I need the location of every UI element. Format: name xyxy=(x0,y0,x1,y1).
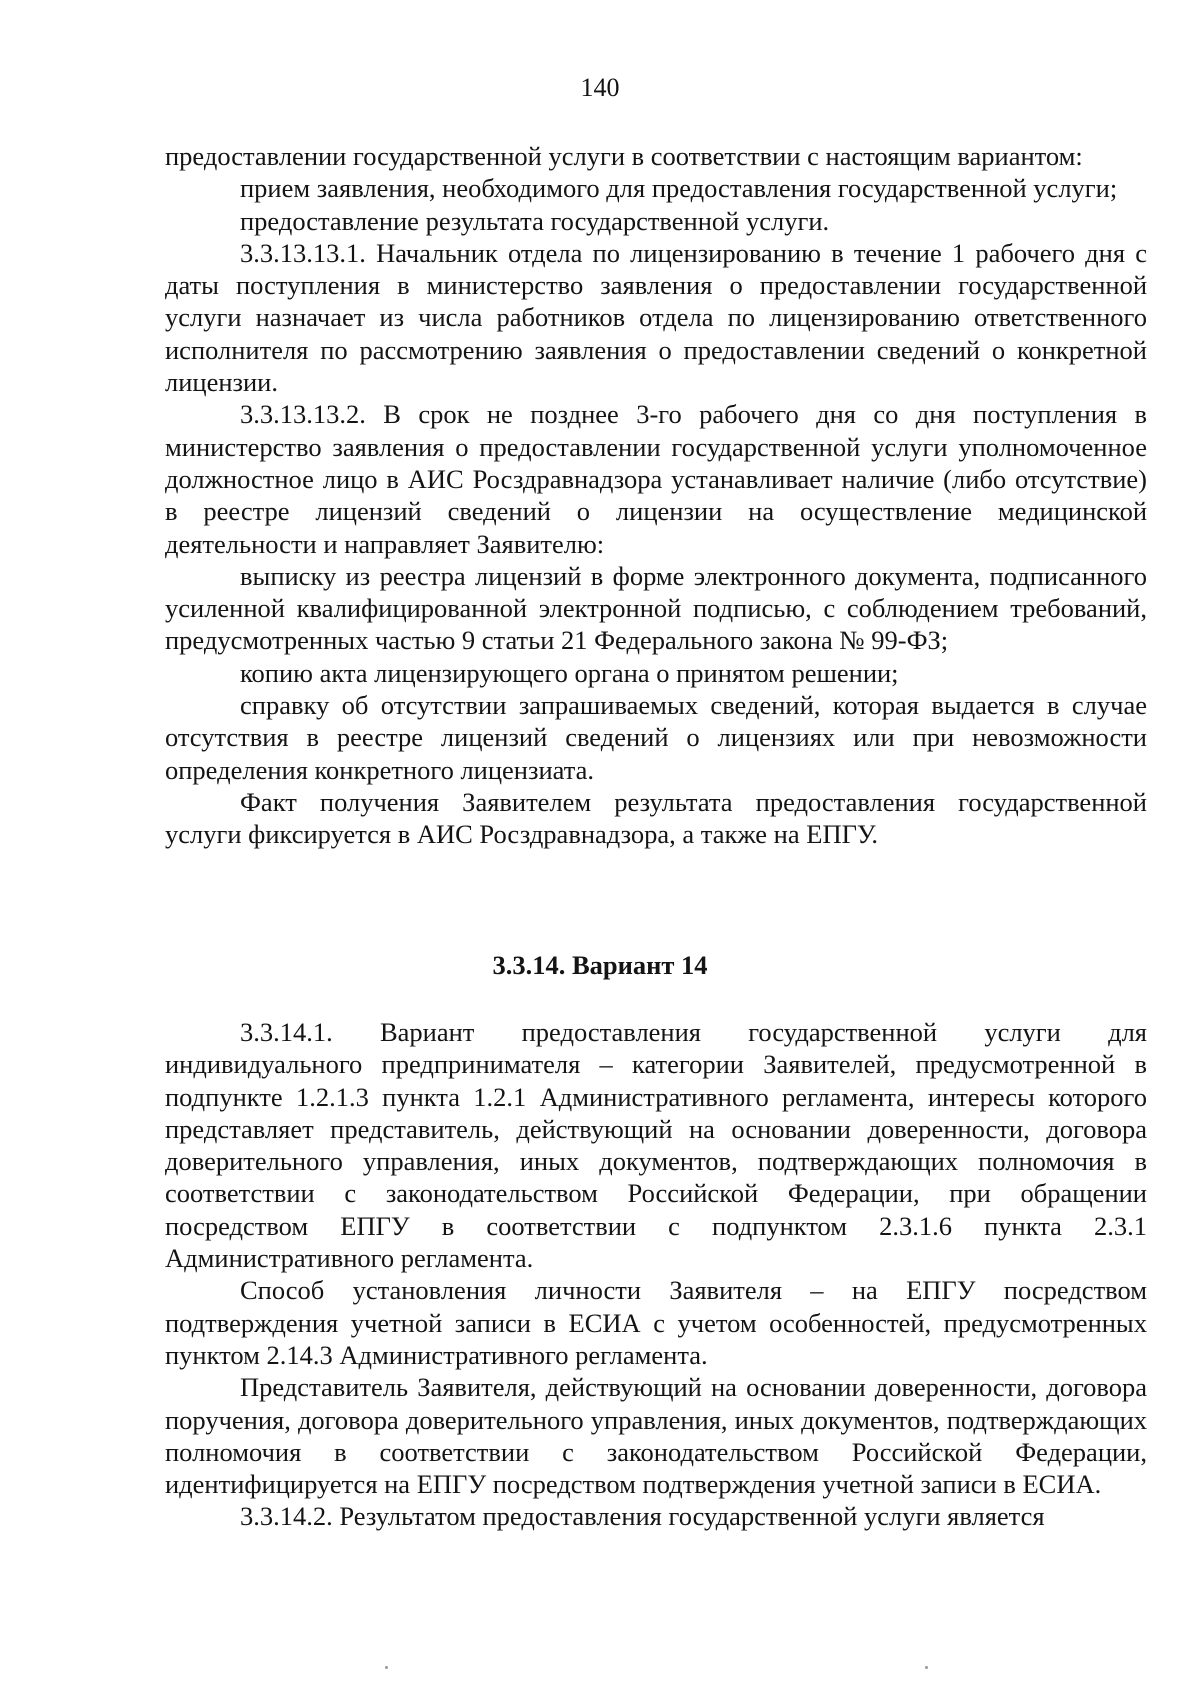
paragraph: 3.3.13.13.2. В срок не позднее 3-го рабочего дня со дня поступления в министерство заявления о предоставлении государственной услуги уполномоченное должностное лицо в АИС Росздравнадзора устанавливает наличие (либо отсутствие) в реестре лицензий сведений о лицензии на осуществление медицинской деятельности и направляет Заявителю: xyxy=(165,399,1147,559)
scan-speck xyxy=(925,1666,928,1669)
paragraph: предоставлении государственной услуги в соответствии с настоящим вариантом: xyxy=(165,141,1083,171)
paragraph: Способ установления личности Заявителя – на ЕПГУ посредством подтверждения учетной записи в ЕСИА с учетом особенностей, предусмотренных пунктом 2.14.3 Административного регламента. xyxy=(165,1275,1147,1370)
paragraph: Факт получения Заявителем результата предоставления государственной услуги фиксируется в АИС Росздравнадзора, а также на ЕПГУ. xyxy=(165,786,1147,850)
section-text-bottom xyxy=(165,1016,1147,1533)
paragraph: прием заявления, необходимого для предоставления государственной услуги; xyxy=(240,173,1118,204)
paragraph: 3.3.14.1. Вариант предоставления государственной услуги для индивидуального предпринимателя – категории Заявителей, предусмотренной в подпункте 1.2.1.3 пункта 1.2.1 Административного регламента, интересы которого представляет представитель, действующий на основании доверенности, договора доверительного управления, иных документов, подтверждающих полномочия в соответствии с законодательством Российской Федерации, при обращении посредством ЕПГУ в соответствии с подпунктом 2.3.1.6 пункта 2.3.1 Административного регламента. xyxy=(165,1017,1147,1274)
paragraph: копию акта лицензирующего органа о принятом решении; xyxy=(240,657,899,688)
paragraph: 3.3.13.13.1. Начальник отдела по лицензированию в течение 1 рабочего дня с даты поступления в министерство заявления о предоставлении государственной услуги назначает из числа работников отдела по лицензированию ответственного исполнителя по рассмотрению заявления о предоставлении сведений о конкретной лицензии. xyxy=(165,237,1147,398)
section-heading: 3.3.14. Вариант 14 xyxy=(492,950,708,980)
paragraph: 3.3.14.2. Результатом предоставления государственной услуги является xyxy=(240,1501,1045,1532)
paragraph: справку об отсутствии запрашиваемых сведений, которая выдается в случае отсутствия в реестре лицензий сведений о лицензиях или при невозможности определения конкретного лицензиата. xyxy=(165,690,1147,785)
paragraph: Представитель Заявителя, действующий на основании доверенности, договора поручения, договора доверительного управления, иных документов, подтверждающих полномочия в соответствии с законодательством Российской Федерации, идентифицируется на ЕПГУ посредством подтверждения учетной записи в ЕСИА. xyxy=(165,1372,1147,1500)
section-text-top xyxy=(165,140,1147,851)
scan-speck xyxy=(385,1666,388,1669)
page-number: 140 xyxy=(580,73,620,102)
paragraph: выписку из реестра лицензий в форме электронного документа, подписанного усиленной квалифицированной электронной подписью, с соблюдением требований, предусмотренных частью 9 статьи 21 Федерального закона № 99-ФЗ; xyxy=(165,560,1147,656)
paragraph: предоставление результата государственной услуги. xyxy=(240,205,830,236)
